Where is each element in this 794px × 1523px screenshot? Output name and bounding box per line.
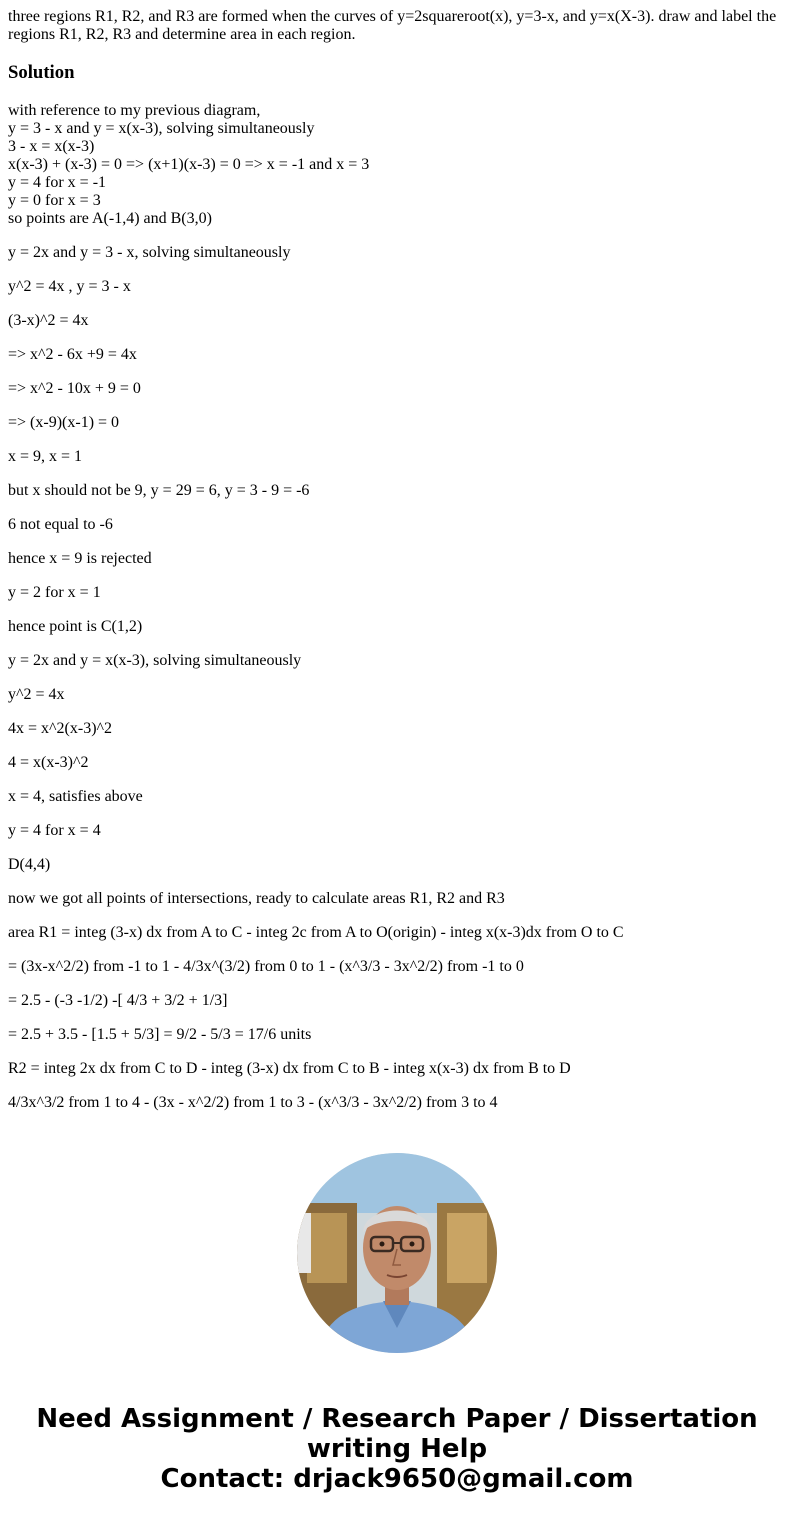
author-portrait bbox=[297, 1153, 497, 1353]
intro-line: y = 0 for x = 3 bbox=[8, 192, 101, 209]
intro-line: so points are A(-1,4) and B(3,0) bbox=[8, 210, 212, 227]
step-line: y = 4 for x = 4 bbox=[8, 822, 101, 839]
promo-contact: Contact: drjack9650@gmail.com bbox=[160, 1464, 634, 1494]
step-line: y^2 = 4x , y = 3 - x bbox=[8, 278, 131, 295]
step-line: y^2 = 4x bbox=[8, 686, 65, 703]
question-text: three regions R1, R2, and R3 are formed when the curves of y=2squareroot(x), y=3-x, and y=x(X-3). draw and label the regions R1, R2, R3 and determine area in each region. bbox=[8, 8, 777, 43]
step-line: => x^2 - 10x + 9 = 0 bbox=[8, 380, 141, 397]
step-line: but x should not be 9, y = 29 = 6, y = 3 - 9 = -6 bbox=[8, 482, 310, 499]
step-line: = (3x-x^2/2) from -1 to 1 - 4/3x^(3/2) from 0 to 1 - (x^3/3 - 3x^2/2) from -1 to 0 bbox=[8, 958, 524, 975]
step-line: = 2.5 - (-3 -1/2) -[ 4/3 + 3/2 + 1/3] bbox=[8, 992, 228, 1009]
intro-line: x(x-3) + (x-3) = 0 => (x+1)(x-3) = 0 => x = -1 and x = 3 bbox=[8, 156, 370, 173]
step-line: 4x = x^2(x-3)^2 bbox=[8, 720, 113, 737]
intro-line: y = 3 - x and y = x(x-3), solving simultaneously bbox=[8, 120, 315, 137]
promo-line: writing Help bbox=[306, 1434, 488, 1464]
step-line: hence x = 9 is rejected bbox=[8, 550, 152, 567]
promo-banner bbox=[0, 1404, 794, 1494]
step-line: now we got all points of intersections, ready to calculate areas R1, R2 and R3 bbox=[8, 890, 505, 907]
step-line: y = 2x and y = 3 - x, solving simultaneously bbox=[8, 244, 291, 261]
step-line: => x^2 - 6x +9 = 4x bbox=[8, 346, 137, 363]
step-line: D(4,4) bbox=[8, 856, 51, 873]
step-line: (3-x)^2 = 4x bbox=[8, 312, 89, 329]
step-line: area R1 = integ (3-x) dx from A to C - integ 2c from A to O(origin) - integ x(x-3)dx from O to C bbox=[8, 924, 624, 941]
intro-line: 3 - x = x(x-3) bbox=[8, 138, 95, 155]
step-line: => (x-9)(x-1) = 0 bbox=[8, 414, 120, 431]
intro-line: with reference to my previous diagram, bbox=[8, 102, 261, 119]
step-line: x = 4, satisfies above bbox=[8, 788, 143, 805]
author-avatar bbox=[297, 1153, 497, 1353]
promo-line: Need Assignment / Research Paper / Dissertation bbox=[36, 1404, 758, 1434]
step-line: 4 = x(x-3)^2 bbox=[8, 754, 89, 771]
steps-block bbox=[8, 244, 786, 1112]
step-line: y = 2x and y = x(x-3), solving simultaneously bbox=[8, 652, 302, 669]
step-line: 4/3x^3/2 from 1 to 4 - (3x - x^2/2) from 1 to 3 - (x^3/3 - 3x^2/2) from 3 to 4 bbox=[8, 1094, 498, 1111]
step-line: y = 2 for x = 1 bbox=[8, 584, 101, 601]
step-line: = 2.5 + 3.5 - [1.5 + 5/3] = 9/2 - 5/3 = 17/6 units bbox=[8, 1026, 312, 1043]
step-line: R2 = integ 2x dx from C to D - integ (3-x) dx from C to B - integ x(x-3) dx from B to D bbox=[8, 1060, 571, 1077]
intro-block bbox=[8, 102, 786, 228]
step-line: 6 not equal to -6 bbox=[8, 516, 113, 533]
step-line: x = 9, x = 1 bbox=[8, 448, 83, 465]
intro-line: y = 4 for x = -1 bbox=[8, 174, 107, 191]
solution-heading: Solution bbox=[8, 62, 75, 83]
step-line: hence point is C(1,2) bbox=[8, 618, 143, 635]
